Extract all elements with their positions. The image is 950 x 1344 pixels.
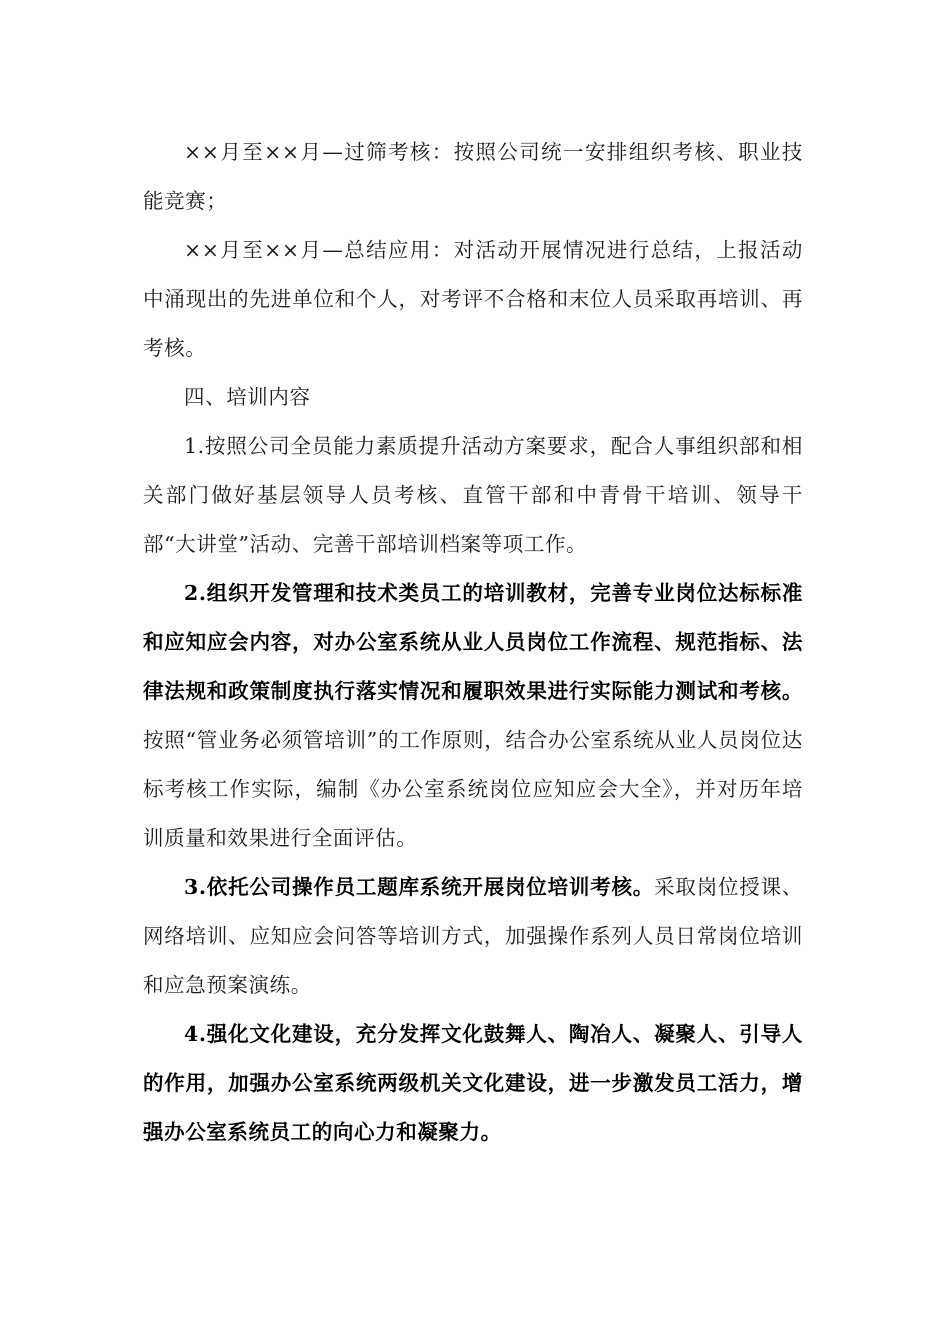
list-item-3 — [143, 863, 803, 1010]
paragraph-summary-application: ××月至××月—总结应用：对活动开展情况进行总结，上报活动中涌现出的先进单位和个人，对考评不合格和末位人员采取再培训、再考核。 — [143, 238, 803, 360]
list-item-2-bold-text: 2.组织开发管理和技术类员工的培训教材，完善专业岗位达标标准和应知应会内容，对办公室系统从业人员岗位工作流程、规范指标、法律法规和政策制度执行落实情况和履职效果进行实际能力测试和考核。 — [143, 581, 803, 703]
section-heading-training-content: 四、培训内容 — [184, 385, 311, 409]
list-item-4-bold-text: 4.强化文化建设，充分发挥文化鼓舞人、陶冶人、凝聚人、引导人的作用，加强办公室系统两级机关文化建设，进一步激发员工活力，增强办公室系统员工的向心力和凝聚力。 — [143, 1022, 803, 1144]
list-item-3-bold-text: 3.依托公司操作员工题库系统开展岗位培训考核。 — [184, 875, 655, 899]
document-page — [143, 128, 803, 1157]
list-item-2-normal-text: 按照“管业务必须管培训”的工作原则，结合办公室系统从业人员岗位达标考核工作实际，编制《办公室系统岗位应知应会大全》，并对历年培训质量和效果进行全面评估。 — [143, 728, 803, 850]
list-item-1: 1.按照公司全员能力素质提升活动方案要求，配合人事组织部和相关部门做好基层领导人员考核、直管干部和中青骨干培训、领导干部“大讲堂”活动、完善干部培训档案等项工作。 — [143, 434, 803, 556]
list-item-2 — [143, 569, 803, 863]
list-item-3-normal-text: 采取岗位授课、网络培训、应知应会问答等培训方式，加强操作系列人员日常岗位培训和应急预案演练。 — [143, 875, 804, 997]
paragraph-screening-assessment: ××月至××月—过筛考核：按照公司统一安排组织考核、职业技能竞赛； — [143, 140, 803, 213]
list-item-4 — [143, 1010, 803, 1157]
